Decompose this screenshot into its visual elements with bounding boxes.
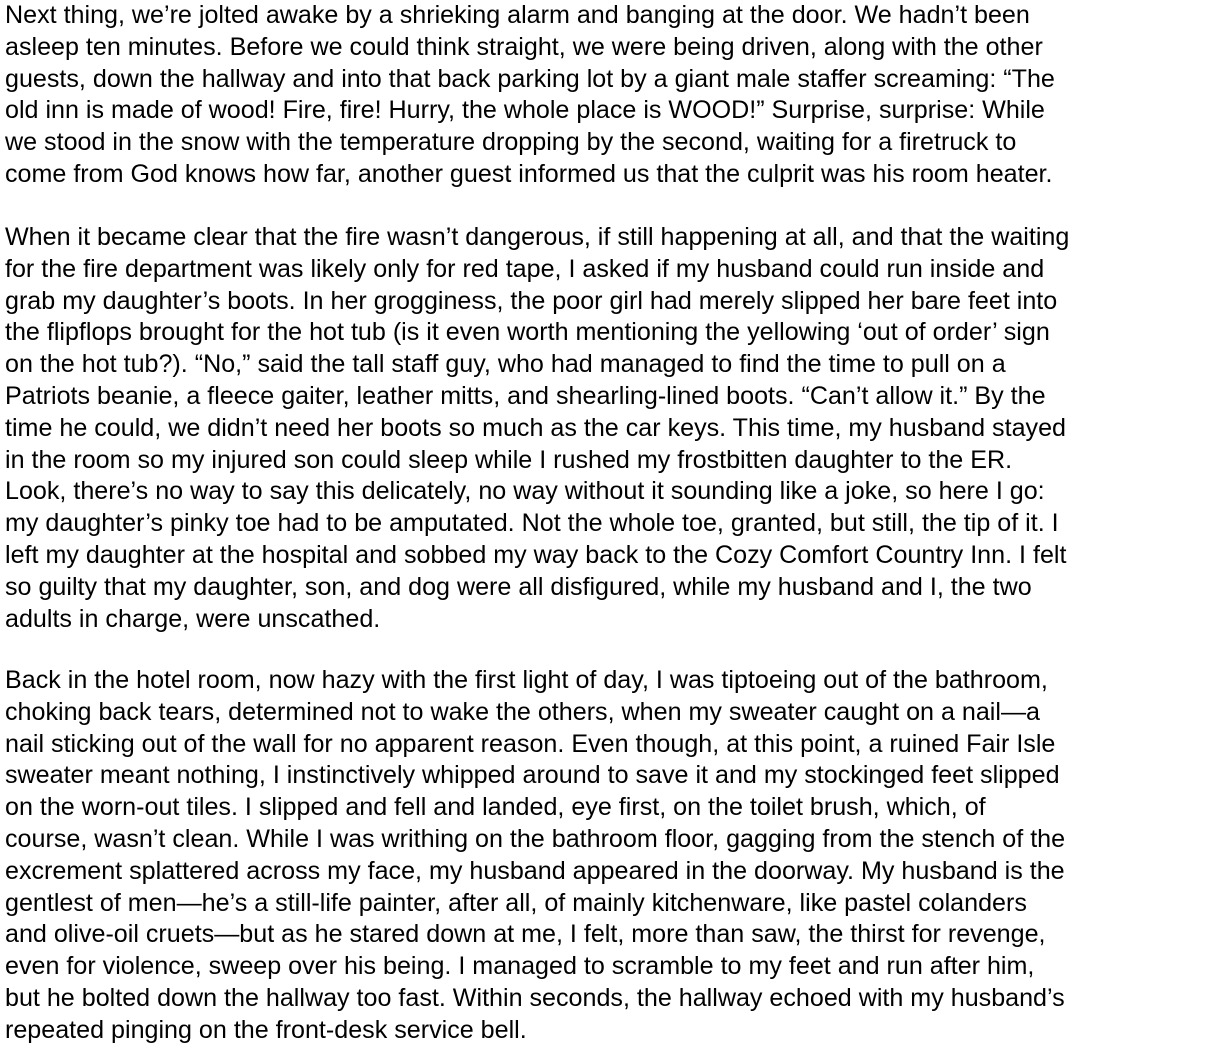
text-line: but he bolted down the hallway too fast. Within seconds, the hallway echoed with my husband’s	[5, 983, 1065, 1012]
text-line: the flipflops brought for the hot tub (is it even worth mentioning the yellowing ‘out of order’ sign	[5, 318, 1050, 347]
text-line: for the fire department was likely only for red tape, I asked if my husband could run inside and	[5, 254, 1045, 283]
text-line: excrement splattered across my face, my husband appeared in the doorway. My husband is the	[5, 856, 1065, 885]
text-line: time he could, we didn’t need her boots so much as the car keys. This time, my husband stayed	[5, 413, 1066, 442]
text-line: and olive-oil cruets—but as he stared down at me, I felt, more than saw, the thirst for revenge,	[5, 920, 1046, 949]
text-line: on the hot tub?). “No,” said the tall staff guy, who had managed to find the time to pull on a	[5, 350, 1006, 379]
paragraph-2	[5, 222, 1069, 635]
text-line: in the room so my injured son could sleep while I rushed my frostbitten daughter to the ER.	[5, 445, 1013, 474]
text-line: When it became clear that the fire wasn’t dangerous, if still happening at all, and that the waiting	[5, 223, 1070, 251]
text-line: nail sticking out of the wall for no apparent reason. Even though, at this point, a ruined Fair Isle	[5, 729, 1056, 758]
text-line: sweater meant nothing, I instinctively whipped around to save it and my stockinged feet slipped	[5, 761, 1060, 790]
text-line: asleep ten minutes. Before we could think straight, we were being driven, along with the other	[5, 32, 1043, 61]
text-line: grab my daughter’s boots. In her grogginess, the poor girl had merely slipped her bare feet into	[5, 286, 1058, 315]
text-line: even for violence, sweep over his being. I managed to scramble to my feet and run after him,	[5, 952, 1035, 981]
text-line: Next thing, we’re jolted awake by a shrieking alarm and banging at the door. We hadn’t been	[5, 1, 1030, 29]
text-line: my daughter’s pinky toe had to be amputated. Not the whole toe, granted, but still, the tip of it. I	[5, 509, 1059, 538]
text-line: old inn is made of wood! Fire, fire! Hurry, the whole place is WOOD!” Surprise, surprise: While	[5, 96, 1045, 125]
text-line: come from God knows how far, another guest informed us that the culprit was his room heater.	[5, 159, 1053, 188]
text-line: on the worn-out tiles. I slipped and fell and landed, eye first, on the toilet brush, which, of	[5, 793, 986, 822]
text-line: left my daughter at the hospital and sobbed my way back to the Cozy Comfort Country Inn. I felt	[5, 540, 1067, 569]
text-line: adults in charge, were unscathed.	[5, 604, 381, 633]
paragraph-1	[5, 0, 1055, 191]
paragraph-3	[5, 665, 1065, 1047]
text-line: Patriots beanie, a fleece gaiter, leather mitts, and shearling-lined boots. “Can’t allow it.” By the	[5, 381, 1046, 410]
text-line: we stood in the snow with the temperature dropping by the second, waiting for a firetruck to	[5, 128, 1017, 157]
text-line: Look, there’s no way to say this delicately, no way without it sounding like a joke, so here I go:	[5, 477, 1045, 506]
text-line: gentlest of men—he’s a still-life painter, after all, of mainly kitchenware, like pastel colanders	[5, 888, 1027, 917]
text-line: choking back tears, determined not to wake the others, when my sweater caught on a nail—a	[5, 697, 1040, 726]
text-line: course, wasn’t clean. While I was writhing on the bathroom floor, gagging from the stench of the	[5, 824, 1066, 853]
text-line: repeated pinging on the front-desk service bell.	[5, 1015, 527, 1044]
text-line: guests, down the hallway and into that back parking lot by a giant male staffer screaming: “The	[5, 64, 1055, 93]
text-line: Back in the hotel room, now hazy with the first light of day, I was tiptoeing out of the bathroom,	[5, 666, 1048, 694]
text-line: so guilty that my daughter, son, and dog were all disfigured, while my husband and I, the two	[5, 572, 1032, 601]
